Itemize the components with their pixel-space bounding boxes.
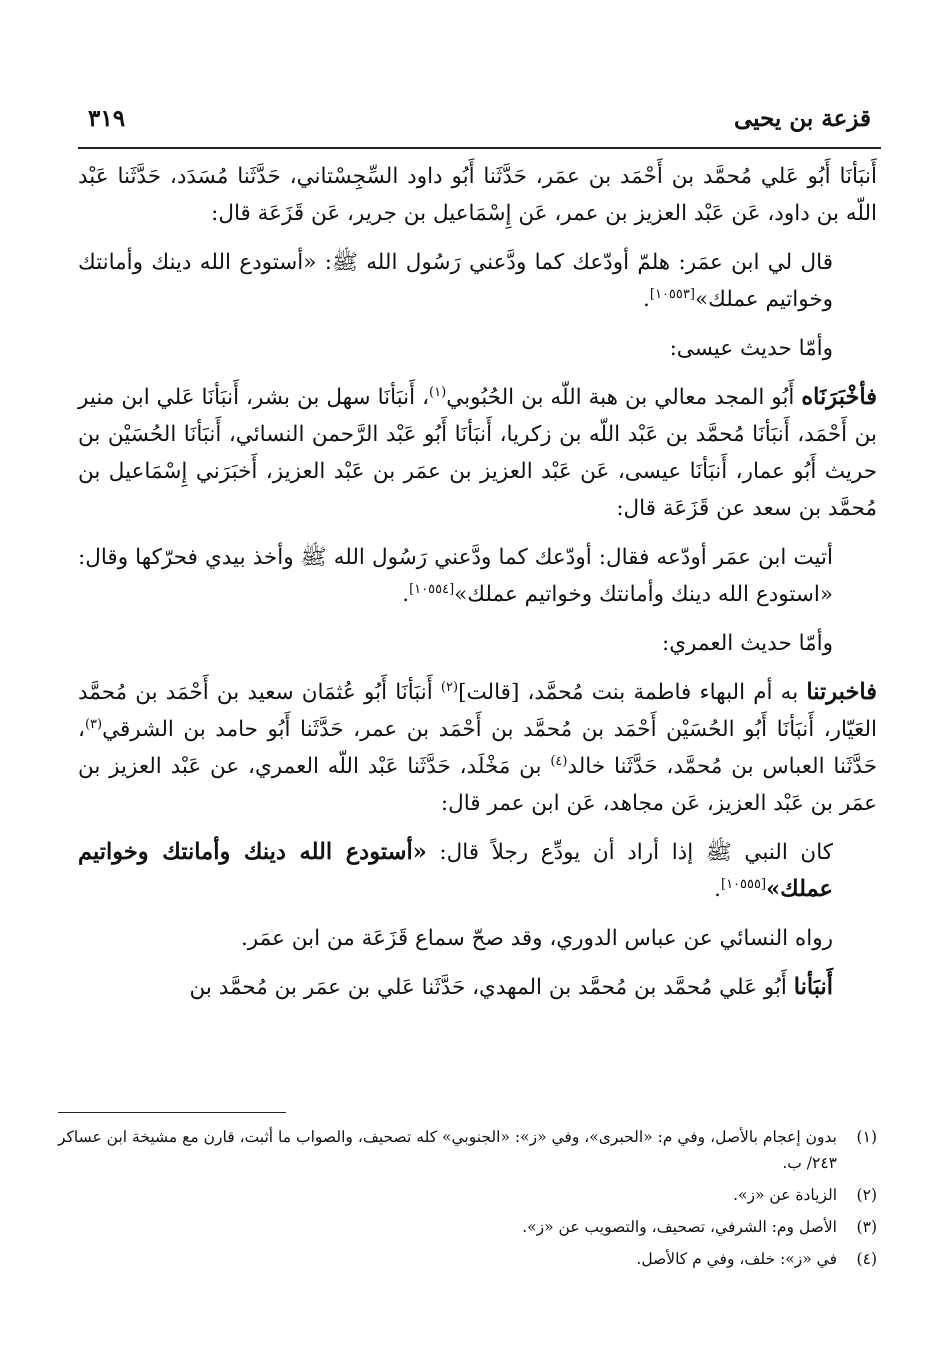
paragraph-hadith-2: أتيت ابن عمَر أودّعه فقال: أودّعك كما ودَّعني رَسُول الله ﷺ وأخذ بيدي فحرّكها وقال: «استودع الله دينك وأمانتك وخواتيم عملك»[١٠٥٥٤].: [78, 545, 833, 607]
footnote-item: [58, 1182, 877, 1208]
page-number: ٣١٩: [88, 105, 126, 132]
section-heading-umari: وأمّا حديث العمري:: [661, 631, 833, 656]
section-heading-isa: وأمّا حديث عيسى:: [669, 336, 833, 361]
paragraph-isnad-4: أَنبَأنا أَبُو عَلي مُحمَّد بن مُحمَّد بن المهدي، حَدَّثَنا عَلي بن عمَر بن مُحمَّد بن: [189, 974, 833, 1000]
footnote-item: [58, 1246, 877, 1272]
paragraph-isnad-3: فاخبرتنا به أم البهاء فاطمة بنت مُحمَّد، [قالت]$^{(٢)}$ أَنبَأنَا أَبُو عُثمَان سعيد بن أَحْمَد بن مُحمَّد العَيّار، أَنبَأنَا أَبُو الحُسَيْن أَحْمَد بن مُحمَّد بن أَحْمَد بن عمر، حَدَّثَنا أَبُو حامد بن الشرقي$^{(٣)}$، حَدَّثَنا العباس بن مُحمَّد، حَدَّثَنا خالد$^{(٤)}$ بن مَخْلَد، حَدَّثَنا عَبْد اللّه العمري، عن عَبْد العزيز بن عمَر بن عَبْد العزيز، عَن مجاهد، عَن ابن عمر قال:: [78, 679, 877, 816]
footnote-item: [58, 1124, 877, 1176]
footnote-marker: (٤): [550, 753, 568, 769]
lead-word: فاخبرتنا: [806, 679, 877, 705]
paragraph-isnad-2: فأخْبَرَنَاه أَبُو المجد معالي بن هبة اللّه بن الحُبُوبي$^{(١)}$، أَنبَأنَا سهل بن بشر، أَنبَأنَا عَلي ابن منير بن أَحْمَد، أَنبَأنَا مُحمَّد بن عَبْد اللّه بن زكريا، أَنبَأنَا أَبُو عَبْد الرَّحمن النسائي، أَنبَأنَا الحُسَيْن بن حريث أَبُو عمار، أَنبَأنَا عيسى، عَن عَبْد العزيز بن عمَر بن عَبْد العزيز، أَخبَرَني إِسْمَاعيل بن مُحمَّد بن سعد عن قَزَعَة قال:: [78, 384, 878, 521]
paragraph-hadith-3: كان النبي ﷺ إذا أراد أن يودِّع رجلاً قال: «أستودع الله دينك وأمانتك وخواتيم عملك»[١٠٥٥٥].: [78, 839, 833, 902]
lead-word: أَنبَأنا: [793, 974, 833, 1000]
header-rule: [78, 147, 881, 149]
footnote-text: الزيادة عن «ز».: [733, 1186, 837, 1204]
footnote-item: [58, 1214, 877, 1240]
footnote-rule: [58, 1112, 286, 1113]
footnote-number: (٣): [856, 1218, 877, 1236]
footnotes: [58, 1124, 877, 1278]
paragraph-isnad-1: أَنبَأنَا أَبُو عَلي مُحمَّد بن أَحْمَد بن عمَر، حَدَّثَنا أَبُو داود السِّجِسْتاني، حَدَّثَنا مُسَدَد، حَدَّثَنا عَبْد اللّه بن داود، عَن عَبْد العزيز بن عمر، عَن إِسْمَاعيل بن جرير، عَن قَزَعَة قال:: [78, 164, 877, 226]
main-text: [78, 158, 877, 1018]
paragraph-hadith-1: قال لي ابن عمَر: هلمّ أودّعك كما ودَّعني رَسُول الله ﷺ: «أستودع الله دينك وأمانتك وخواتيم عملك»[١٠٥٥٣].: [78, 250, 833, 312]
footnote-number: (٤): [856, 1250, 877, 1268]
footnote-number: (١): [856, 1128, 877, 1146]
hadith-number: [١٠٥٥٥]: [721, 876, 767, 892]
footnote-marker: (١): [429, 384, 447, 400]
footnote-marker: (٣): [84, 716, 103, 732]
footnote-text: في «ز»: خلف، وفي م كالأصل.: [636, 1250, 837, 1268]
page-header: [88, 92, 871, 132]
lead-word: فأخْبَرَنَاه: [801, 384, 878, 410]
hadith-number: [١٠٥٥٤]: [409, 581, 455, 597]
footnote-text: بدون إعجام بالأصل، وفي م: «الحبرى»، وفي «ز»: «الجنوبي» كله تصحيف، والصواب ما أثبت، قارن مع مشيخة ابن عساكر ٢٤٣/ ب.: [58, 1128, 837, 1172]
footnote-marker: (٢): [440, 679, 459, 695]
footnote-number: (٢): [856, 1186, 877, 1204]
hadith-number: [١٠٥٥٣]: [649, 286, 695, 302]
footnote-text: الأصل وم: الشرفي، تصحيف، والتصويب عن «ز».: [522, 1218, 837, 1236]
paragraph-comment: رواه النسائي عن عباس الدوري، وقد صحّ سماع قَزَعَة من ابن عمَر.: [240, 926, 833, 951]
running-title: قزعة بن يحيى: [733, 105, 871, 132]
hadith-text-bold: «أستودع الله دينك وأمانتك وخواتيم عملك»: [78, 839, 833, 902]
